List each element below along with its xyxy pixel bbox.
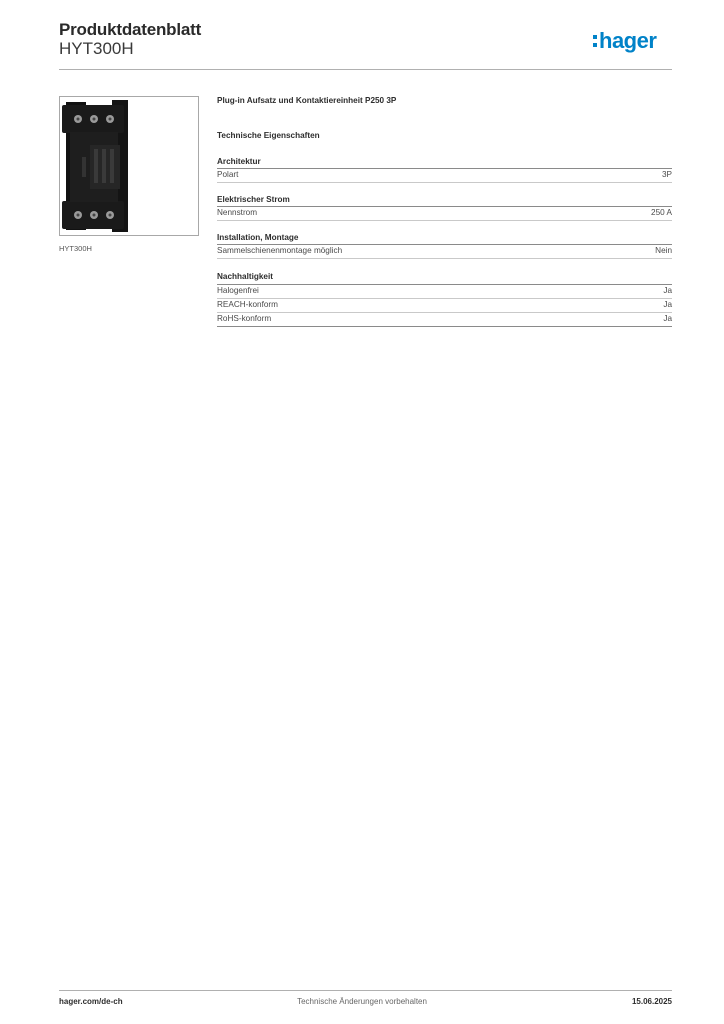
footer-notice: Technische Änderungen vorbehalten xyxy=(297,997,427,1006)
property-label: Nennstrom xyxy=(217,208,258,217)
property-label: Polart xyxy=(217,170,239,179)
footer-divider xyxy=(59,990,672,991)
product-image xyxy=(59,96,199,236)
page-title: Produktdatenblatt xyxy=(59,20,202,39)
property-value: Nein xyxy=(655,246,672,255)
property-row xyxy=(217,285,672,298)
product-code-title: HYT300H xyxy=(59,39,134,58)
property-label: Halogenfrei xyxy=(217,286,259,295)
footer-date: 15.06.2025 xyxy=(631,997,672,1006)
section-heading: Technische Eigenschaften xyxy=(217,131,320,140)
property-label: Sammelschienenmontage möglich xyxy=(217,246,343,255)
row-divider xyxy=(217,326,672,327)
row-divider xyxy=(217,182,672,183)
property-row xyxy=(217,245,672,258)
hager-logo xyxy=(592,28,672,56)
property-value: Ja xyxy=(663,300,672,309)
property-row xyxy=(217,207,672,220)
row-divider xyxy=(217,220,672,221)
property-row xyxy=(217,169,672,182)
footer-website-link[interactable]: hager.com/de-ch xyxy=(59,997,123,1006)
header-divider xyxy=(59,69,672,70)
group-title-architektur: Architektur xyxy=(217,157,261,166)
property-row xyxy=(217,299,672,312)
row-divider xyxy=(217,258,672,259)
property-value: 250 A xyxy=(651,208,672,217)
property-value: Ja xyxy=(663,286,672,295)
property-label: RoHS-konform xyxy=(217,314,272,323)
property-label: REACH-konform xyxy=(217,300,278,309)
brand-text: hager xyxy=(599,28,657,53)
image-caption: HYT300H xyxy=(59,244,92,253)
property-row xyxy=(217,313,672,326)
group-title-installation-montage: Installation, Montage xyxy=(217,233,299,242)
property-value: Ja xyxy=(663,314,672,323)
group-title-nachhaltigkeit: Nachhaltigkeit xyxy=(217,272,273,281)
property-value: 3P xyxy=(661,170,672,179)
product-name: Plug-in Aufsatz und Kontaktiereinheit P250 3P xyxy=(217,96,397,105)
page-header xyxy=(59,20,672,70)
contact-unit-illustration xyxy=(60,97,198,235)
group-title-elektrischer-strom: Elektrischer Strom xyxy=(217,195,290,204)
